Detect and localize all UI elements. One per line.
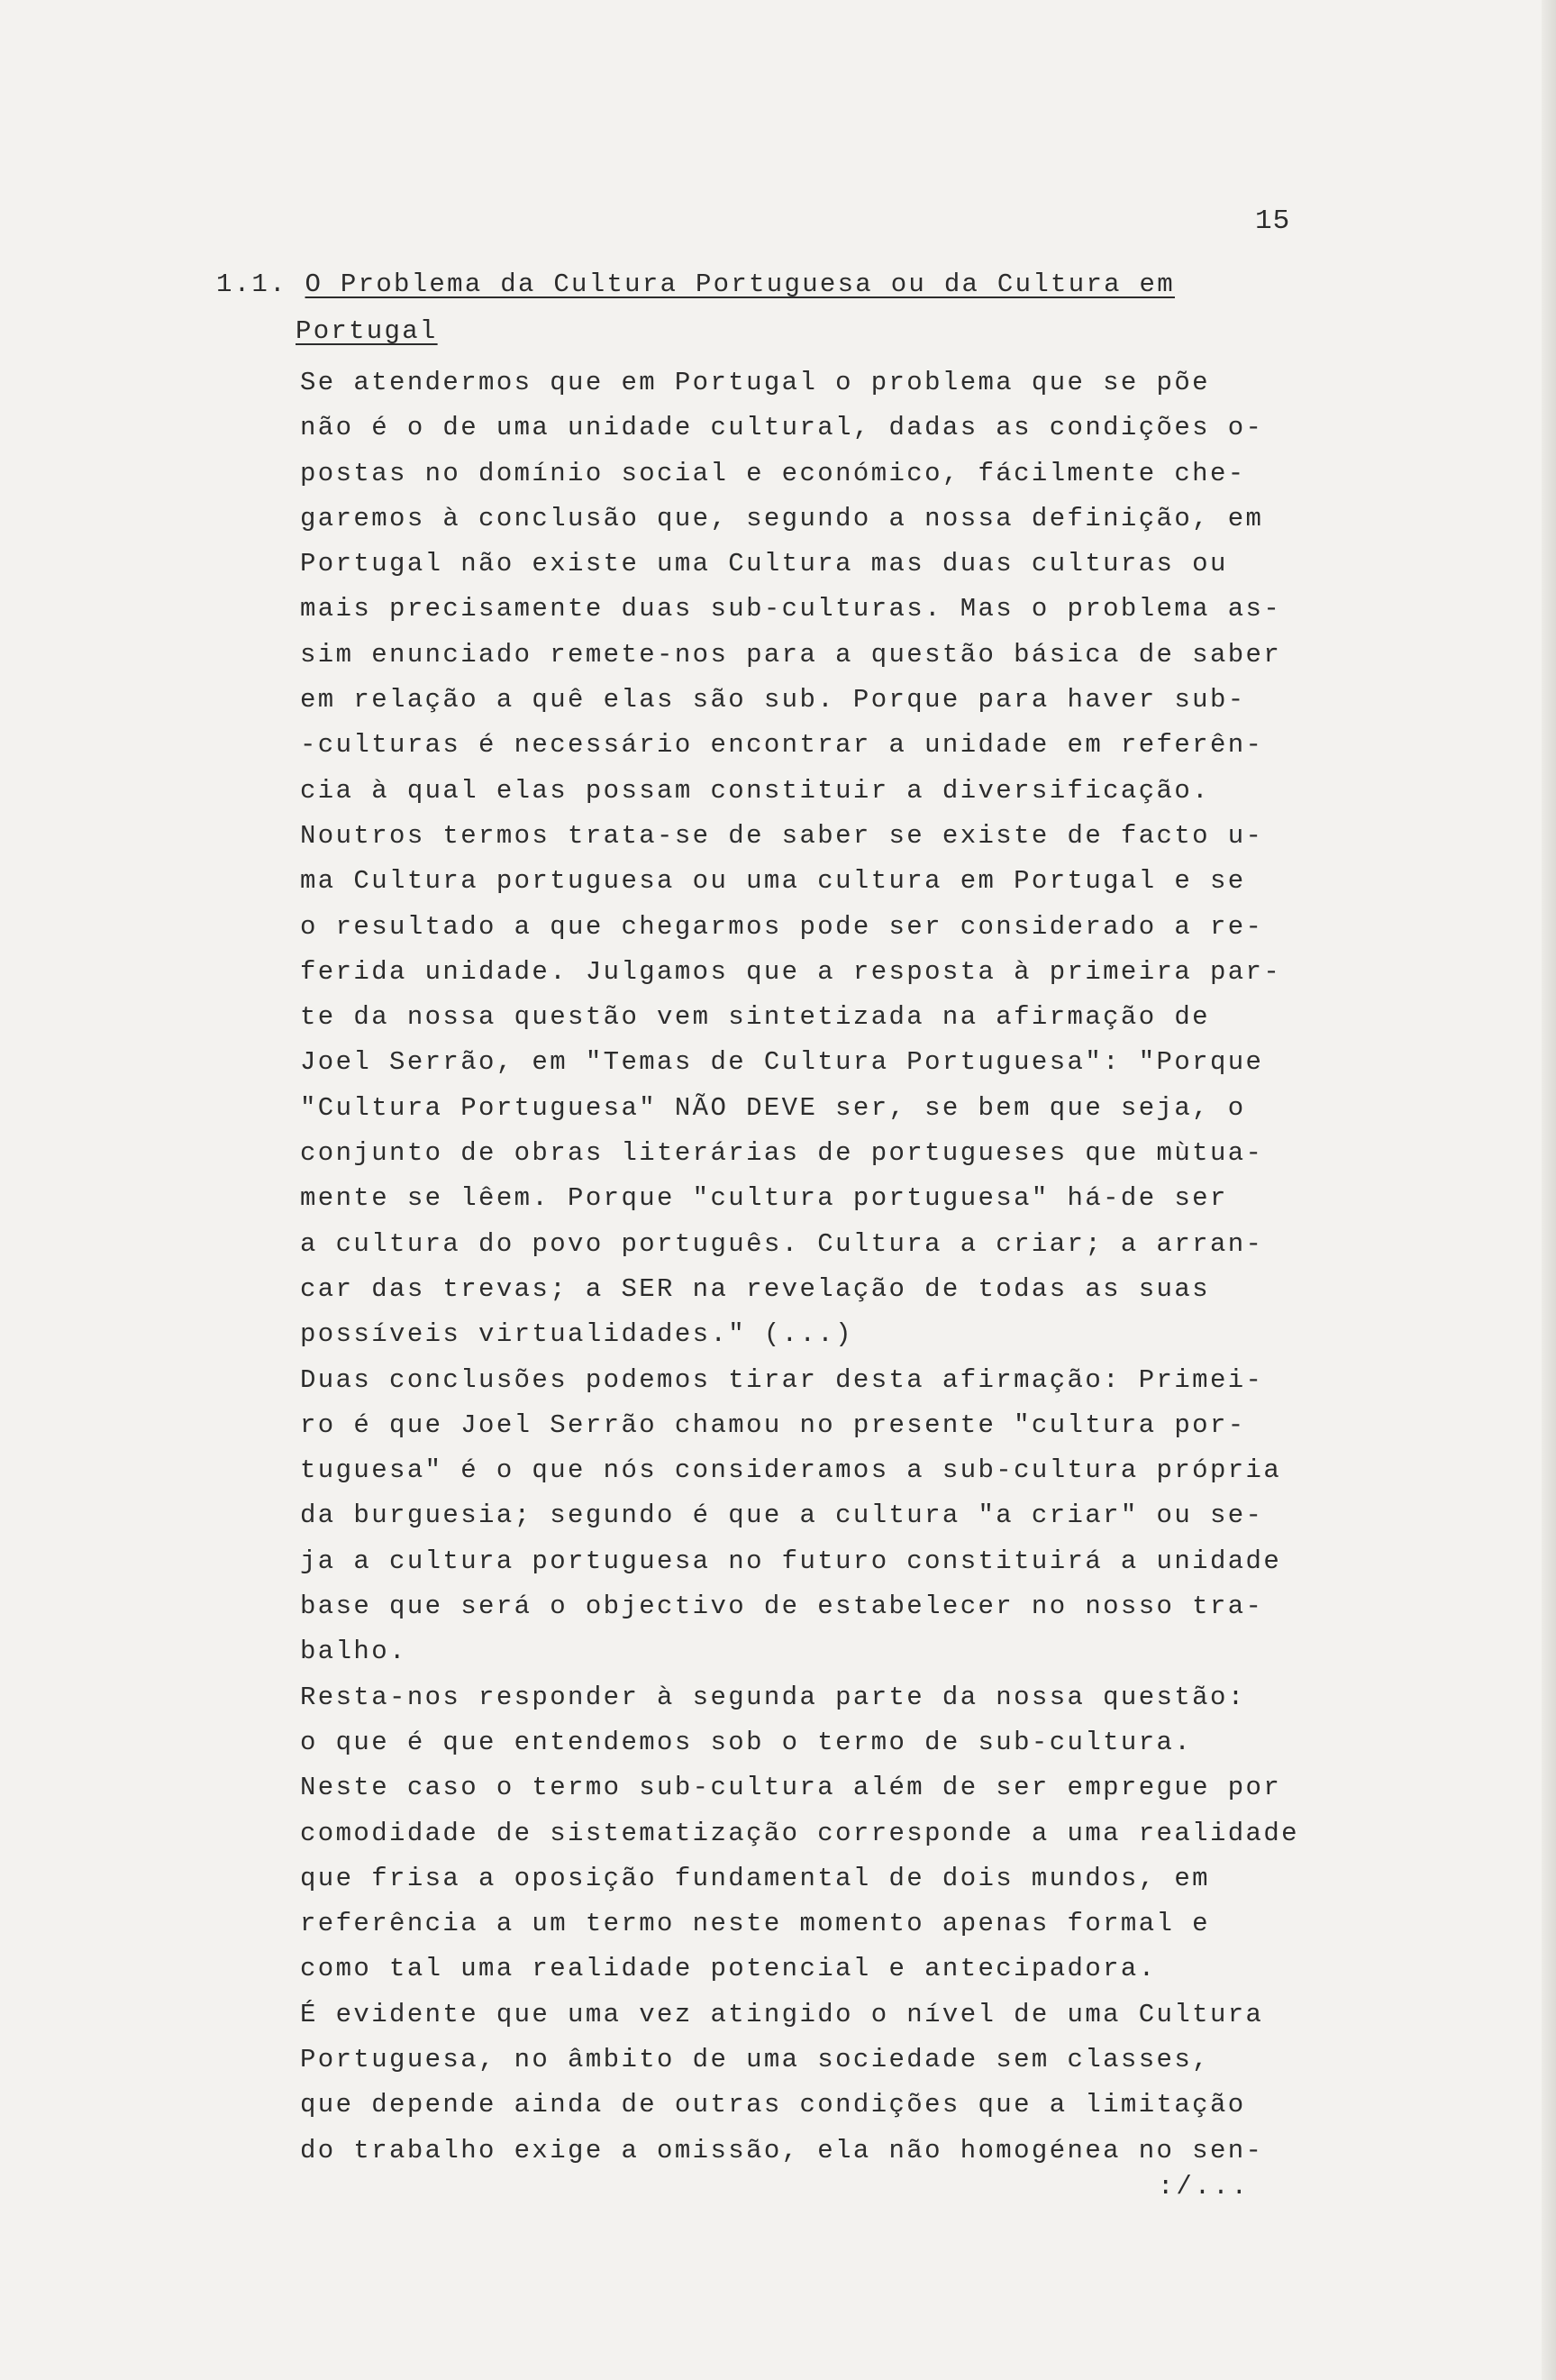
- text-line: que frisa a oposição fundamental de dois mundos, em: [300, 1863, 1210, 1893]
- text-line: Portuguesa, no âmbito de uma sociedade sem classes,: [300, 2044, 1210, 2075]
- text-line: ma Cultura portuguesa ou uma cultura em Portugal e se: [300, 866, 1246, 897]
- text-line: que depende ainda de outras condições que a limitação: [300, 2090, 1246, 2120]
- text-line: possíveis virtualidades." (...): [300, 1319, 853, 1350]
- section-number: 1.1.: [216, 269, 287, 299]
- text-line: mente se lêem. Porque "cultura portuguesa" há-de ser: [300, 1183, 1228, 1214]
- page-edge: [1542, 0, 1556, 2380]
- text-line: da burguesia; segundo é que a cultura "a criar" ou se-: [300, 1500, 1264, 1531]
- text-line: te da nossa questão vem sintetizada na afirmação de: [300, 1002, 1210, 1033]
- text-line: sim enunciado remete-nos para a questão básica de saber: [300, 639, 1282, 670]
- text-line: É evidente que uma vez atingido o nível de uma Cultura: [300, 1999, 1264, 2029]
- text-line: base que será o objectivo de estabelecer no nosso tra-: [300, 1591, 1264, 1622]
- text-line: o que é que entendemos sob o termo de sub-cultura.: [300, 1727, 1193, 1757]
- text-line: mais precisamente duas sub-culturas. Mas o problema as-: [300, 594, 1282, 625]
- text-line: o resultado a que chegarmos pode ser considerado a re-: [300, 911, 1264, 942]
- text-line: garemos à conclusão que, segundo a nossa definição, em: [300, 503, 1264, 533]
- text-line: -culturas é necessário encontrar a unidade em referên-: [300, 730, 1264, 761]
- section-title-line-1: O Problema da Cultura Portuguesa ou da Cultura em: [305, 269, 1175, 299]
- text-line: ja a cultura portuguesa no futuro constituirá a unidade: [300, 1546, 1282, 1576]
- text-line: tuguesa" é o que nós consideramos a sub-cultura própria: [300, 1455, 1282, 1486]
- text-line: Resta-nos responder à segunda parte da nossa questão:: [300, 1682, 1246, 1712]
- text-line: cia à qual elas possam constituir a diversificação.: [300, 775, 1210, 806]
- text-line: a cultura do povo português. Cultura a criar; a arran-: [300, 1228, 1264, 1259]
- text-line: "Cultura Portuguesa" NÃO DEVE ser, se bem que seja, o: [300, 1092, 1246, 1123]
- text-line: conjunto de obras literárias de portugueses que mùtua-: [300, 1138, 1264, 1169]
- text-line: não é o de uma unidade cultural, dadas as condições o-: [300, 413, 1264, 443]
- page-number: 15: [1255, 205, 1291, 237]
- text-line: Portugal não existe uma Cultura mas duas culturas ou: [300, 549, 1228, 579]
- section-heading: [216, 261, 1175, 355]
- text-line: referência a um termo neste momento apenas formal e: [300, 1909, 1210, 1939]
- text-line: Se atendermos que em Portugal o problema que se põe: [300, 368, 1210, 397]
- text-line: Joel Serrão, em "Temas de Cultura Portuguesa": "Porque: [300, 1047, 1264, 1078]
- text-line: ferida unidade. Julgamos que a resposta à primeira par-: [300, 956, 1282, 987]
- text-line: Duas conclusões podemos tirar desta afirmação: Primei-: [300, 1364, 1264, 1395]
- text-line: postas no domínio social e económico, fácilmente che-: [300, 458, 1246, 488]
- section-title-line-2: Portugal: [296, 316, 438, 346]
- text-line: Neste caso o termo sub-cultura além de ser empregue por: [300, 1773, 1282, 1803]
- text-line: ro é que Joel Serrão chamou no presente "cultura por-: [300, 1409, 1246, 1440]
- text-line: comodidade de sistematização corresponde a uma realidade: [300, 1818, 1299, 1848]
- text-line: do trabalho exige a omissão, ela não homogénea no sen-: [300, 2135, 1264, 2166]
- text-line: car das trevas; a SER na revelação de todas as suas: [300, 1273, 1210, 1304]
- continuation-mark: :/...: [1158, 2172, 1251, 2202]
- body-text: [300, 360, 1363, 2174]
- text-line: em relação a quê elas são sub. Porque para haver sub-: [300, 685, 1246, 716]
- text-line: balho.: [300, 1637, 407, 1667]
- text-line: como tal uma realidade potencial e antecipadora.: [300, 1954, 1157, 1984]
- text-line: Noutros termos trata-se de saber se existe de facto u-: [300, 820, 1264, 851]
